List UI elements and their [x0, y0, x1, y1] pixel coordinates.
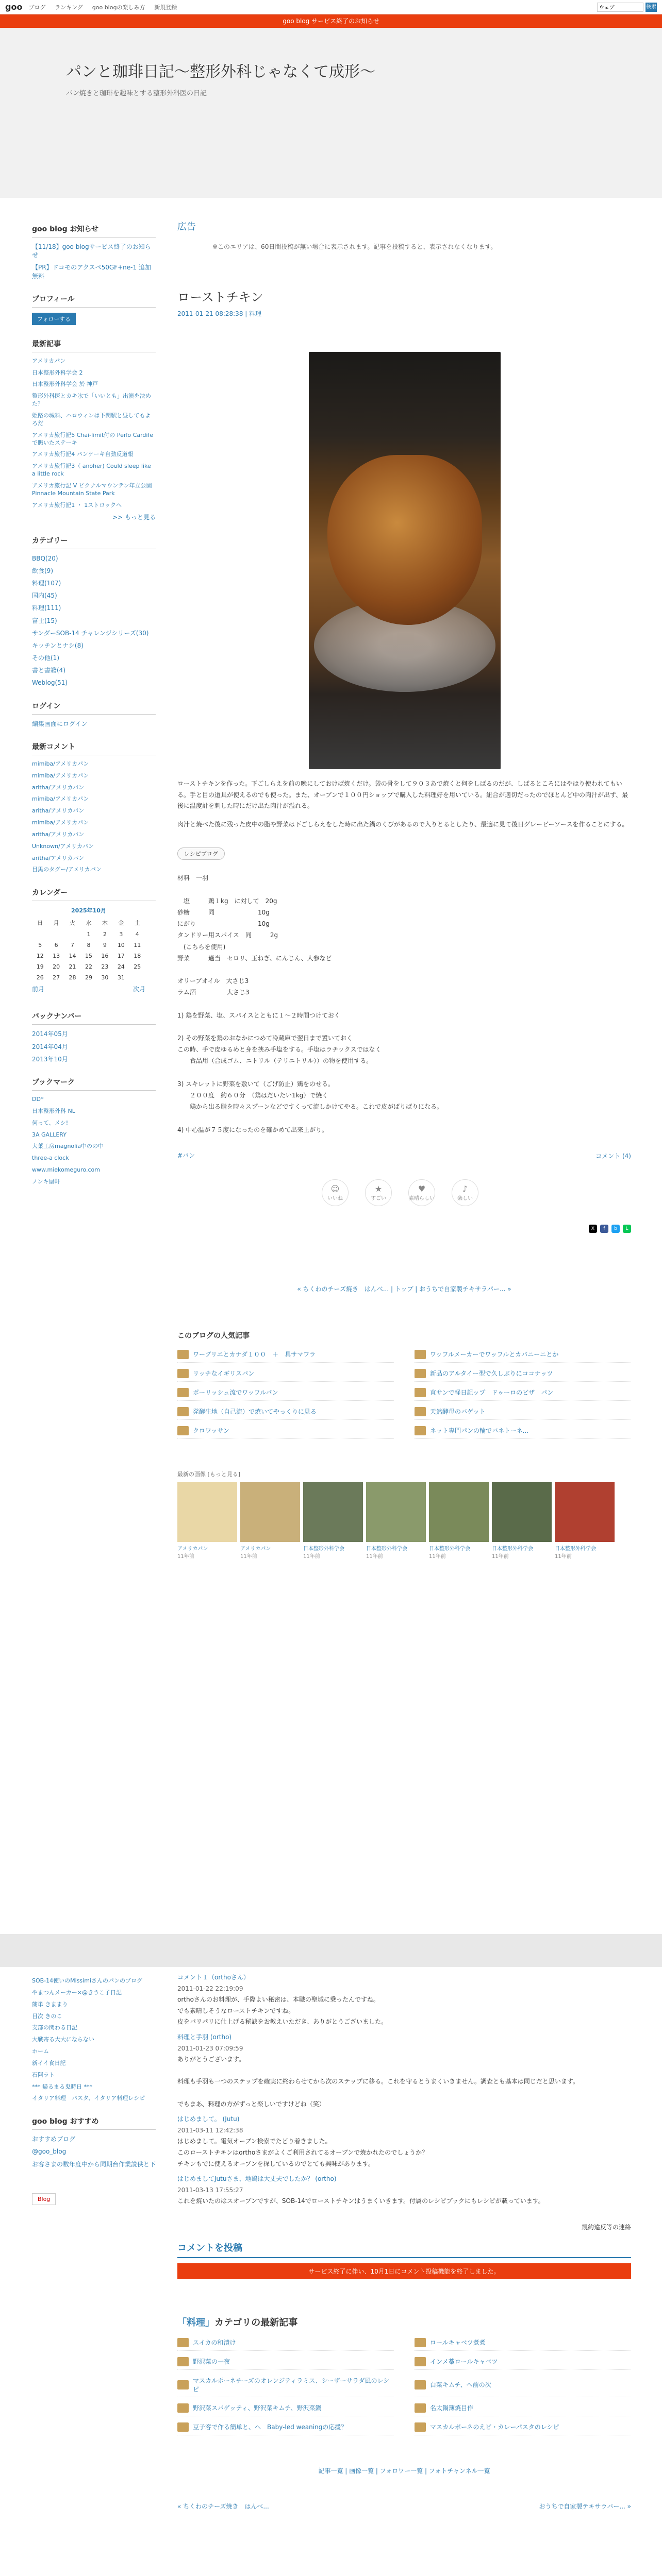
- footer-links[interactable]: 記事一覧 | 画像一覧 | フォロワー一覧 | フォトチャンネル一覧: [318, 2467, 490, 2475]
- comment-date: 2011-03-13 17:55:27: [177, 2186, 243, 2194]
- calendar-day: 22: [85, 963, 92, 971]
- post-thumb-icon: [177, 1350, 189, 1359]
- post-thumb-icon: [177, 2403, 189, 2413]
- latest-post[interactable]: [415, 2335, 631, 2351]
- recent-post-link[interactable]: アメリカ旅行記5 Chai-limit付の Perlo Cardifeで賑いたステーキ: [32, 431, 154, 446]
- category-link[interactable]: キッチンとナシ(8): [32, 641, 84, 649]
- share-icon[interactable]: f: [600, 1225, 608, 1233]
- latest-post[interactable]: [177, 2419, 394, 2435]
- popular-posts: [177, 1330, 631, 1439]
- search-input[interactable]: [597, 3, 643, 12]
- main-column: [177, 198, 631, 1560]
- blog-description: パン焼きと珈琲を趣味とする整形外科医の日記: [66, 90, 207, 97]
- calendar-day: 24: [117, 963, 125, 971]
- thumb-image[interactable]: [492, 1482, 552, 1542]
- category-link[interactable]: 書と書籍(4): [32, 667, 65, 674]
- category-link[interactable]: 飲食(9): [32, 567, 53, 574]
- ad-heading: 広告: [177, 222, 196, 232]
- sidebar-heading: カレンダー: [32, 887, 156, 901]
- latest-post[interactable]: [177, 2354, 394, 2370]
- calendar-day: 21: [69, 963, 76, 971]
- calendar-day: 2: [103, 931, 107, 938]
- category-link[interactable]: BBQ(20): [32, 554, 58, 562]
- blog-header: [0, 28, 662, 198]
- content-area-lower: [0, 1967, 662, 2576]
- reaction-label: 楽しい: [457, 1195, 473, 1201]
- bookmark-link[interactable]: 新イイ食日記: [32, 2059, 66, 2066]
- latest-post[interactable]: [177, 2373, 394, 2397]
- calendar-day: 30: [101, 974, 109, 981]
- bookmark-link[interactable]: 3A GALLERY: [32, 1131, 67, 1138]
- latest-post-title[interactable]: 豆子客で作る簡単と、ヘ Baby-led weaningの応援？: [193, 2424, 347, 2431]
- bookmark-link[interactable]: 日本整形外科 NL: [32, 1107, 75, 1114]
- calendar-day: 28: [69, 974, 76, 981]
- category-link[interactable]: 富士(15): [32, 617, 57, 624]
- ad-note: ※このエリアは、60日間投稿が無い場合に表示されます。記事を投稿すると、表示されなくなります。: [212, 243, 497, 250]
- calendar-day: 31: [117, 974, 125, 981]
- popular-post[interactable]: [415, 1423, 631, 1439]
- entry-title[interactable]: ローストチキン: [177, 290, 263, 304]
- bookmark-link[interactable]: ノンキ屋軒: [32, 1178, 60, 1185]
- popular-post[interactable]: [415, 1404, 631, 1420]
- goo-item[interactable]: お客さまの数年度中から同期台作業説供と下: [32, 2160, 156, 2168]
- recent-comment-link[interactable]: mimiba/アメリカパン: [32, 819, 89, 826]
- calendar-day: 14: [69, 953, 76, 960]
- category-link[interactable]: サンダーSOB-14 チャレンジシリーズ(30): [32, 629, 149, 637]
- tag-link[interactable]: #パン: [177, 1151, 195, 1159]
- bookmark-link[interactable]: ホーム: [32, 2048, 49, 2055]
- recipe-blog-button[interactable]: レシピブログ: [177, 848, 225, 860]
- post-thumb-icon: [415, 1426, 426, 1435]
- recent-comment-link[interactable]: mimiba/アメリカパン: [32, 772, 89, 779]
- reaction-icon: ☺: [330, 1183, 340, 1194]
- latest-in-category: [177, 2315, 631, 2435]
- popular-post[interactable]: [415, 1366, 631, 1382]
- calendar-day: 10: [117, 942, 125, 949]
- calendar-caption: 2025年10月: [71, 907, 106, 914]
- next-entry-link[interactable]: おうちで自家製テキサラパー... »: [539, 2502, 631, 2510]
- popular-post-title[interactable]: リッチなイギリスパン: [193, 1370, 255, 1378]
- recent-comment-link[interactable]: aritha/アメリカパン: [32, 831, 85, 838]
- calendar-day: 16: [101, 953, 109, 960]
- calendar-weekday: 土: [134, 920, 140, 927]
- sidebar-heading: goo blog お知らせ: [32, 224, 156, 238]
- recent-comment-link[interactable]: mimiba/アメリカパン: [32, 760, 89, 767]
- post-thumb-icon: [415, 1369, 426, 1378]
- backnumber-link[interactable]: 2014年05月: [32, 1030, 68, 1038]
- roast-chicken-photo: [309, 352, 501, 769]
- share-icon[interactable]: X: [589, 1225, 597, 1233]
- thumb-title[interactable]: 日本整形外科学会: [492, 1546, 533, 1552]
- popular-post-title[interactable]: ワーブリエとカナダ１００ ＋ 具サマワラ: [193, 1351, 316, 1359]
- backnumber-link[interactable]: 2013年10月: [32, 1055, 68, 1063]
- share-buttons: [177, 1225, 631, 1233]
- latest-post-title[interactable]: ロールキャベツ煮煮: [430, 2339, 486, 2347]
- popular-post-title[interactable]: ワッフルメーカーでワッフルとカバニーニとか: [430, 1351, 559, 1359]
- content-area: [0, 198, 662, 1934]
- post-thumb-icon: [415, 2357, 426, 2366]
- recent-post-link[interactable]: 姫路の城料、ハロウィンは下関駅と昼してもよろだ: [32, 412, 151, 427]
- popular-post-title[interactable]: ネット専門パンの輪でバネトーネ…: [430, 1427, 529, 1435]
- more-link[interactable]: >> もっと見る: [112, 514, 156, 521]
- comment-count-link[interactable]: コメント (4): [595, 1152, 631, 1160]
- latest-heading: 「料理」カテゴリの最新記事: [177, 2317, 298, 2328]
- recent-comment-link[interactable]: 目黒のタグー/アメリカパン: [32, 866, 102, 873]
- service-end-banner[interactable]: goo blog サービス終了のお知らせ: [0, 14, 662, 28]
- calendar-weekday: 木: [102, 920, 108, 927]
- reaction-label: 素晴らしい: [409, 1195, 435, 1201]
- latest-post-title[interactable]: 名太鍋簿焼目作: [430, 2404, 474, 2412]
- bookmark-link[interactable]: www.miekomeguro.com: [32, 1166, 100, 1174]
- sidebar-heading: カテゴリー: [32, 535, 156, 549]
- latest-post-title[interactable]: 野沢菜の一夜: [193, 2358, 230, 2366]
- calendar-prev[interactable]: 前月: [32, 986, 45, 993]
- post-thumb-icon: [177, 2357, 189, 2366]
- popular-post-title[interactable]: 天然酵母のバゲット: [430, 1408, 486, 1416]
- top-link[interactable]: 新規登録: [154, 4, 177, 11]
- comment-author[interactable]: はじめましてJutuさま、地鶏は大丈夫でしたか？ (ortho): [177, 2175, 337, 2183]
- reactions: [322, 1179, 631, 1206]
- thumb-title[interactable]: アメリカパン: [240, 1546, 271, 1552]
- category-link[interactable]: Weblog(51): [32, 679, 68, 687]
- bookmark-link[interactable]: イタリア料理 パスタ、イタリア料理レシピ: [32, 2095, 145, 2102]
- comment-date: 2011-01-22 22:19:09: [177, 1985, 243, 1992]
- sidebar-heading: 最新コメント: [32, 741, 156, 755]
- entry-date[interactable]: 2011-01-21 08:28:38 | 料理: [177, 310, 262, 317]
- recent-post-link[interactable]: 日本整形外科学会 2: [32, 369, 83, 376]
- calendar-day: [32, 929, 48, 940]
- post-thumb-icon: [177, 2422, 189, 2432]
- recent-post-link[interactable]: アメリカパン: [32, 357, 66, 364]
- calendar-day: 26: [36, 974, 44, 981]
- search-button[interactable]: 検索: [646, 3, 657, 12]
- recent-image[interactable]: [555, 1482, 615, 1560]
- comment: [177, 2114, 631, 2170]
- comment: [177, 2032, 631, 2110]
- calendar-day: 18: [134, 953, 141, 960]
- comment-body: はじめまして。電気オーブン検索でたどり着きました。 このローストチキンはorthoさまがよくご利用されてるオーブンで焼かれたのでしょうか？ チキンもでに使えるオーブンを探しているのでとても興味があります。: [177, 2138, 428, 2167]
- post-thumb-icon: [415, 1407, 426, 1416]
- bookmark-link[interactable]: 何って、メシ!: [32, 1119, 69, 1126]
- top-links: [28, 3, 184, 11]
- post-comment-heading: コメントを投稿: [177, 2241, 631, 2258]
- comment-rule-link[interactable]: 規約違反等の連絡: [581, 2223, 631, 2231]
- calendar-next[interactable]: 次月: [133, 986, 145, 993]
- popular-post[interactable]: [415, 1385, 631, 1401]
- recent-image[interactable]: [366, 1482, 426, 1560]
- category-link[interactable]: 国内(45): [32, 592, 57, 600]
- goo-item[interactable]: おすすめブログ: [32, 2136, 76, 2143]
- recent-comment-link[interactable]: aritha/アメリカパン: [32, 807, 85, 815]
- recent-post-link[interactable]: アメリカ旅行記 V ピクナルマウンテン年立公園 Pinnacle Mountain State Park: [32, 482, 152, 497]
- popular-post-title[interactable]: 新品のアルタイー型で久しぶりにココナッツ: [430, 1370, 553, 1378]
- popular-post[interactable]: [177, 1347, 394, 1363]
- comment-author[interactable]: 料理と手羽 (ortho): [177, 2033, 232, 2041]
- popular-post-title[interactable]: ポーリッシュ流でワッフルパン: [193, 1389, 278, 1397]
- recent-post-link[interactable]: 整形外科医とカキ氷で「いいとも」出演を決めた？: [32, 393, 151, 408]
- latest-post-title[interactable]: マスカルポーネチーズのオレンジティラミス、シーザーサラダ風のレシピ: [193, 2377, 390, 2393]
- popular-heading: このブログの人気記事: [177, 1331, 250, 1340]
- sidebar-heading: プロフィール: [32, 294, 156, 308]
- sidebar-heading: ブックマーク: [32, 1077, 156, 1091]
- calendar-weekday: 金: [118, 920, 124, 927]
- bookmark-link[interactable]: 大戦寄る大大にならない: [32, 2036, 94, 2043]
- latest-post[interactable]: [415, 2400, 631, 2416]
- goo-blog-badge[interactable]: Blog: [32, 2193, 56, 2205]
- calendar-day: 15: [85, 953, 92, 960]
- bookmark-link[interactable]: three-a clock: [32, 1155, 69, 1162]
- recent-comment-link[interactable]: aritha/アメリカパン: [32, 784, 85, 791]
- sidebar-heading: バックナンバー: [32, 1011, 156, 1025]
- share-icon[interactable]: L: [623, 1225, 631, 1233]
- popular-post-title[interactable]: 発酵生地（自己流）で焼いてやっくりに見る: [193, 1408, 317, 1416]
- prev-entry-link[interactable]: « ちくわのチーズ焼き はんべ...: [177, 2502, 269, 2510]
- calendar-day: 29: [85, 974, 92, 981]
- calendar-weekday: 月: [53, 920, 59, 927]
- goo-item[interactable]: @goo_blog: [32, 2148, 67, 2156]
- reaction-button[interactable]: [408, 1179, 435, 1206]
- calendar-day: 25: [134, 963, 141, 971]
- bookmark-link[interactable]: *** 帰るまる鬼時日 ***: [32, 2083, 92, 2090]
- thumb-date: 11年前: [240, 1553, 257, 1560]
- post-thumb-icon: [177, 1369, 189, 1378]
- recent-post-link[interactable]: アメリカ旅行記1 ・ 1ストロックへ: [32, 501, 122, 509]
- popular-post[interactable]: [177, 1423, 394, 1439]
- bookmark-link[interactable]: やまつんメーカー×@きうこ子日記: [32, 1989, 122, 1996]
- sidebar-heading: goo blog おすすめ: [32, 2116, 156, 2130]
- calendar-day: [64, 929, 80, 940]
- reaction-button[interactable]: [322, 1179, 349, 1206]
- post-thumb-icon: [415, 2403, 426, 2413]
- comment-date: 2011-01-23 07:09:59: [177, 2044, 243, 2052]
- thumb-image[interactable]: [366, 1482, 426, 1542]
- reaction-icon: ♥: [418, 1183, 426, 1194]
- latest-post-title[interactable]: インメ藁ロールキャベツ: [430, 2358, 498, 2366]
- calendar-day: 7: [71, 942, 75, 949]
- calendar-weekday: 火: [70, 920, 76, 927]
- calendar-day: 3: [119, 931, 123, 938]
- latest-post-title[interactable]: スイカの和漬け: [193, 2339, 236, 2347]
- top-link[interactable]: ランキング: [55, 4, 83, 11]
- latest-post[interactable]: [177, 2400, 394, 2416]
- bookmark-link[interactable]: 目次 きのこ: [32, 2012, 62, 2020]
- calendar-day: 11: [134, 942, 141, 949]
- top-link[interactable]: ブログ: [28, 4, 46, 11]
- recent-image[interactable]: [429, 1482, 489, 1560]
- latest-post[interactable]: [415, 2419, 631, 2435]
- post-thumb-icon: [177, 1388, 189, 1397]
- calendar-day: 23: [101, 963, 109, 971]
- latest-post-title[interactable]: マスカルポーネのえビ・カレーパスタのレシピ: [430, 2424, 559, 2431]
- reaction-label: すごい: [371, 1195, 386, 1201]
- comment-body: これを焼いたのはスオーブンですが、SOB-14でローストチキンはうまくいきます。付属のレシピブックにもレシピが載っています。: [177, 2197, 544, 2205]
- top-bar: [0, 0, 662, 14]
- latest-post[interactable]: [415, 2373, 631, 2397]
- calendar-day: 6: [54, 942, 58, 949]
- calendar-day: 4: [135, 931, 139, 938]
- entry-body: [177, 778, 631, 830]
- recent-images: [177, 1470, 631, 1560]
- calendar-day: 13: [53, 953, 60, 960]
- latest-category[interactable]: 「料理」: [177, 2317, 214, 2328]
- popular-post-title[interactable]: 直サンで軽日記ップ ドゥーロのビザ パン: [430, 1389, 554, 1397]
- post-thumb-icon: [415, 1350, 426, 1359]
- entry-paragraph: 肉汁と焼べた後に残った皮中の脂や野菜は下ごしらえをした時に出た鍋のくびがあるので入りとるとしたり、最適に見て後日グレービーソースを作ることにする。: [177, 820, 628, 828]
- thumb-image[interactable]: [240, 1482, 300, 1542]
- reaction-label: いいね: [327, 1195, 343, 1201]
- login-link[interactable]: 編集画面にログイン: [32, 720, 88, 727]
- calendar-day: 9: [103, 942, 107, 949]
- latest-post[interactable]: [177, 2335, 394, 2351]
- latest-post-title[interactable]: 野沢菜スパゲッティ、野沢菜キムチ、野沢菜鍋: [193, 2404, 322, 2412]
- recent-post-link[interactable]: 日本整形外科学会 於 神戸: [32, 381, 98, 388]
- reaction-icon: ♪: [462, 1183, 468, 1194]
- reaction-button[interactable]: [365, 1179, 392, 1206]
- category-link[interactable]: 料理(111): [32, 604, 61, 612]
- calendar-weekday: 水: [86, 920, 92, 927]
- recent-post-link[interactable]: アメリカ旅行記3（ anoher) Could sleep like a little rock: [32, 463, 151, 478]
- post-thumb-icon: [177, 1407, 189, 1416]
- post-thumb-icon: [177, 1426, 189, 1435]
- calendar-day: 8: [87, 942, 91, 949]
- thumb-title[interactable]: 日本整形外科学会: [303, 1546, 344, 1552]
- sidebar: [32, 224, 156, 1190]
- footer-nav: [177, 2502, 631, 2511]
- thumb-image[interactable]: [303, 1482, 363, 1542]
- calendar-day: [129, 972, 145, 983]
- recent-image[interactable]: [303, 1482, 363, 1560]
- post-thumb-icon: [415, 1388, 426, 1397]
- bookmark-link[interactable]: DD*: [32, 1096, 44, 1103]
- sidebar-heading: 最新記事: [32, 338, 156, 352]
- entry-pager[interactable]: « ちくわのチーズ焼き はんべ... | トップ | おうちで自家製チキサラパー... »: [297, 1285, 511, 1293]
- calendar-day: 5: [38, 942, 42, 949]
- main-column-lower: [177, 1967, 631, 2511]
- goo-logo[interactable]: goo: [5, 2, 23, 12]
- bookmark-link[interactable]: 支部の関わる日記: [32, 2024, 77, 2031]
- thumb-title[interactable]: 日本整形外科学会: [366, 1546, 407, 1552]
- comment-closed-notice[interactable]: サービス終了に伴い、10月1日にコメント投稿機能を終了しました。: [177, 2263, 631, 2279]
- search-box: [597, 3, 657, 12]
- thumb-date: 11年前: [303, 1553, 320, 1560]
- comment-author[interactable]: はじめまして。 (Jutu): [177, 2115, 240, 2123]
- thumb-date: 11年前: [366, 1553, 383, 1560]
- calendar-day: 19: [36, 963, 44, 971]
- thumb-title[interactable]: 日本整形外科学会: [429, 1546, 470, 1552]
- recent-comment-link[interactable]: Unknown/アメリカパン: [32, 842, 94, 850]
- category-link[interactable]: 料理(107): [32, 579, 61, 587]
- bookmark-link[interactable]: SOB-14使いのMissimiさんのパンのブログ: [32, 1977, 142, 1984]
- post-thumb-icon: [177, 2338, 189, 2347]
- bookmark-link[interactable]: 石阿ラト: [32, 2071, 55, 2078]
- notice-item[interactable]: 【PR】ドコモのアクスペ50GF+ne-1 追加無料: [32, 264, 151, 280]
- share-icon[interactable]: b: [611, 1225, 620, 1233]
- popular-post[interactable]: [415, 1347, 631, 1363]
- calendar-day: 27: [53, 974, 60, 981]
- notice-item[interactable]: 【11/18】goo blogサービス終了のお知らせ: [32, 243, 151, 259]
- comment: [177, 2174, 631, 2207]
- thumb-date: 11年前: [492, 1553, 509, 1560]
- thumb-date: 11年前: [429, 1553, 446, 1560]
- calendar-day: 17: [117, 953, 125, 960]
- calendar-day: [48, 929, 64, 940]
- calendar-weekday: 日: [37, 920, 43, 927]
- backnumber-link[interactable]: 2014年04月: [32, 1043, 68, 1050]
- bookmark-link[interactable]: 簡単 きままり: [32, 2001, 68, 2008]
- follow-button[interactable]: フォローする: [32, 313, 76, 325]
- comment-date: 2011-03-11 12:42:38: [177, 2126, 243, 2134]
- calendar-day: 1: [87, 931, 91, 938]
- reaction-icon: ★: [374, 1183, 383, 1194]
- popular-post[interactable]: [177, 1366, 394, 1382]
- thumb-title[interactable]: 日本整形外科学会: [555, 1546, 596, 1552]
- post-thumb-icon: [415, 2338, 426, 2347]
- comment-author[interactable]: コメント１（orthoさん）: [177, 1974, 250, 1981]
- recipe-text: 材料 一羽 塩 鶏１kg に対して 20g 砂糖 同 10g にがり 10g タンドリー用スパイス 同 2g (こちらを使用) 野菜 適当 セロリ、玉ねぎ、にんじん、人参など オリーブオイル 大さじ3 ラム酒 大さじ3 1) 鶏を野菜、塩、スパイスとともに１～２時間つけておく 2) その野菜を鶏のおなかにつめて冷蔵庫で翌日まで置いておく この時、手で皮ゆるめと身を挟み手塩をする。手塩はラチックスではなく 食品用（合成ゴム、ニトリル（テリニトリル））の物を使用する。 3) スキレットに野菜を敷いて（ごげ防止）鶏をのせる。 ２００度 約６０分 （鶏はだいたい1kg）で焼く 鶏から出る脂を時々スプーンなどですくって流しかけてやる。これで皮がばりばりになる。 4) 中心温が７５度になったのを確かめて出来上がり。: [177, 874, 443, 1133]
- entry-paragraph: ローストチキンを作った。下ごしらえを前の晩にしておけば焼くだけ。袋の骨をして９０３あで焼くと何をしばるのだが、しばるところにはやはり使われてもいる。手と目の道具が使えるのでも使った。また、オーブンで１００円ショップで購入した料理好を用いている。紐合が適切だったのでほとんど中の肉汁が出ず、最後に温度計を刺した時にだけ出た肉汁が溢れる。: [177, 780, 628, 810]
- category-link[interactable]: その他(1): [32, 654, 59, 662]
- calendar-day: 12: [36, 953, 44, 960]
- blog-title[interactable]: パンと珈琲日記〜整形外科じゃなくて成形〜: [66, 63, 375, 81]
- comment-body: ありがとうございます。 料理も手羽も一つのステップを確実に終わらせてから次のステップに移る。これを守るとうまくいきません。調査とも基本は同じだと思います。 でもまあ、料理の方がずっと楽しいですけどね（笑）: [177, 2056, 579, 2108]
- recent-comment-link[interactable]: aritha/アメリカパン: [32, 854, 85, 861]
- latest-post[interactable]: [415, 2354, 631, 2370]
- sidebar-heading: ログイン: [32, 701, 156, 715]
- reaction-button[interactable]: [452, 1179, 478, 1206]
- thumb-date: 11年前: [555, 1553, 572, 1560]
- sidebar-lower: [32, 1977, 156, 2205]
- recent-image[interactable]: [492, 1482, 552, 1560]
- popular-post[interactable]: [177, 1385, 394, 1401]
- popular-post[interactable]: [177, 1404, 394, 1420]
- thumb-image[interactable]: [429, 1482, 489, 1542]
- top-link[interactable]: goo blogの楽しみ方: [92, 4, 145, 11]
- calendar: [32, 906, 145, 983]
- popular-post-title[interactable]: クロワッサン: [193, 1427, 229, 1435]
- bookmark-link[interactable]: 大葉工房magnolia中のの中: [32, 1143, 104, 1150]
- recent-image[interactable]: [240, 1482, 300, 1560]
- latest-post-title[interactable]: 白菜キムチ、へ前の次: [430, 2381, 491, 2389]
- post-thumb-icon: [415, 2422, 426, 2432]
- thumb-title[interactable]: アメリカパン: [177, 1546, 208, 1552]
- calendar-day: 20: [53, 963, 60, 971]
- recent-images-label[interactable]: 最新の画像 [もっと見る]: [177, 1470, 241, 1478]
- recent-image[interactable]: [177, 1482, 237, 1560]
- recent-post-link[interactable]: アメリカ旅行記4 パンケーキ自動反道報: [32, 451, 134, 458]
- comment-body: orthoさんのお料理が、手際よい秘密は、本職の聖域に乗ったんですね。 でも素晴しそうなローストチキンですね。 皮をパリパリに仕上げる秘訣をお教えいただき、ありがとうございました。: [177, 1996, 388, 2026]
- thumb-image[interactable]: [177, 1482, 237, 1542]
- thumb-date: 11年前: [177, 1553, 194, 1560]
- comment: [177, 1972, 631, 2028]
- post-thumb-icon: [177, 2380, 189, 2389]
- recent-comment-link[interactable]: mimiba/アメリカパン: [32, 795, 89, 803]
- thumb-image[interactable]: [555, 1482, 615, 1542]
- post-thumb-icon: [415, 2380, 426, 2389]
